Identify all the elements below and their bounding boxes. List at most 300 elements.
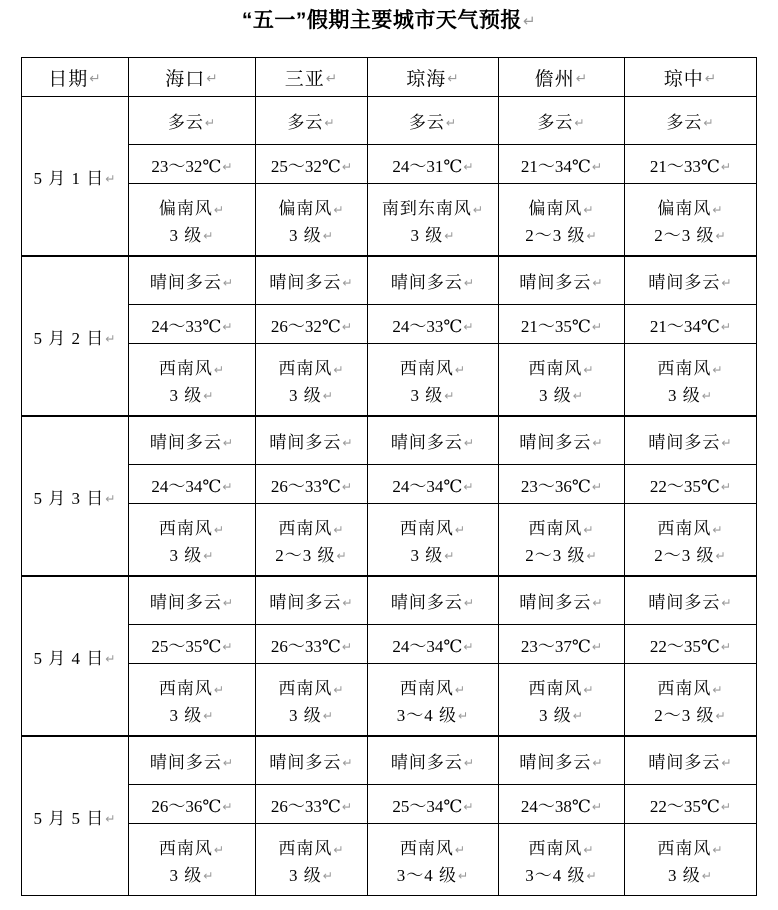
wind-force-line — [129, 863, 255, 889]
wind-force-text: 3～4 级 — [396, 865, 457, 885]
wind-direction-line — [368, 510, 498, 542]
temperature-cell — [256, 145, 368, 184]
column-header-haikou — [129, 58, 256, 97]
wind-force-text: 3 级 — [667, 865, 701, 885]
return-mark-icon: ↵ — [454, 682, 467, 697]
return-mark-icon: ↵ — [454, 362, 467, 377]
wind-direction-text: 西南风 — [158, 359, 213, 379]
wind-cell — [499, 184, 625, 257]
return-mark-icon: ↵ — [715, 708, 727, 723]
return-mark-icon: ↵ — [591, 319, 603, 334]
weather-text: 多云 — [408, 113, 445, 132]
weather-text: 晴间多云 — [648, 593, 721, 612]
temperature-cell — [129, 305, 256, 344]
return-mark-icon: ↵ — [712, 522, 724, 537]
table-row-temperature — [22, 305, 757, 344]
wind-force-line — [256, 223, 367, 249]
wind-direction-line — [625, 510, 756, 542]
return-mark-icon: ↵ — [463, 756, 476, 771]
wind-cell — [129, 504, 256, 577]
weather-text: 晴间多云 — [269, 273, 342, 292]
return-mark-icon: ↵ — [444, 228, 456, 243]
table-header-row — [22, 58, 757, 97]
return-mark-icon: ↵ — [342, 596, 354, 611]
wind-direction-line — [129, 190, 255, 222]
wind-direction-line — [499, 190, 624, 222]
column-header-qiongzhong — [625, 58, 757, 97]
date-cell — [22, 736, 129, 896]
temperature-cell — [129, 625, 256, 664]
date-cell — [22, 256, 129, 416]
wind-cell — [625, 664, 757, 737]
table-head — [22, 58, 757, 97]
weather-cell — [256, 736, 368, 785]
wind-cell — [256, 184, 368, 257]
wind-force-line — [368, 703, 498, 729]
weather-cell — [499, 576, 625, 625]
wind-direction-line — [368, 830, 498, 862]
weather-text: 晴间多云 — [648, 433, 721, 452]
return-mark-icon: ↵ — [341, 159, 353, 174]
weather-cell — [256, 97, 368, 145]
temperature-cell — [368, 465, 499, 504]
return-mark-icon: ↵ — [712, 842, 724, 857]
wind-cell — [625, 184, 757, 257]
temperature-cell — [499, 465, 625, 504]
wind-force-text: 3 级 — [169, 865, 203, 885]
wind-direction-text: 西南风 — [657, 839, 712, 859]
date-cell — [22, 416, 129, 576]
wind-direction-line — [499, 510, 624, 542]
wind-cell — [368, 344, 499, 417]
wind-force-line — [129, 543, 255, 569]
weather-cell — [625, 576, 757, 625]
weather-cell — [129, 576, 256, 625]
wind-direction-text: 偏南风 — [528, 199, 583, 219]
temperature-text: 26～33℃ — [270, 636, 341, 656]
date-label: 5 月 1 日 — [33, 168, 105, 188]
temperature-text: 25～34℃ — [392, 796, 463, 816]
weather-text: 晴间多云 — [390, 273, 463, 292]
return-mark-icon: ↵ — [322, 868, 334, 883]
wind-force-line — [129, 223, 255, 249]
return-mark-icon: ↵ — [341, 639, 353, 654]
wind-force-line — [625, 223, 756, 249]
return-mark-icon: ↵ — [322, 388, 334, 403]
return-mark-icon: ↵ — [105, 651, 117, 666]
return-mark-icon: ↵ — [445, 116, 458, 131]
weather-cell — [368, 256, 499, 305]
return-mark-icon: ↵ — [522, 12, 537, 30]
weather-cell — [129, 416, 256, 465]
return-mark-icon: ↵ — [712, 362, 724, 377]
temperature-cell — [129, 785, 256, 824]
table-row-wind — [22, 504, 757, 577]
wind-direction-line — [368, 350, 498, 382]
temperature-text: 25～35℃ — [151, 636, 222, 656]
return-mark-icon: ↵ — [701, 868, 713, 883]
wind-direction-line — [256, 190, 367, 222]
wind-force-text: 3 级 — [538, 385, 572, 405]
wind-force-line — [368, 383, 498, 409]
temperature-cell — [499, 625, 625, 664]
return-mark-icon: ↵ — [457, 868, 470, 883]
wind-force-text: 2～3 级 — [525, 225, 586, 245]
return-mark-icon: ↵ — [463, 276, 476, 291]
column-header-sanya — [256, 58, 368, 97]
wind-cell — [499, 664, 625, 737]
table-row-weather — [22, 97, 757, 145]
return-mark-icon: ↵ — [341, 479, 353, 494]
return-mark-icon: ↵ — [586, 548, 598, 563]
temperature-text: 22～35℃ — [649, 636, 720, 656]
weather-cell — [625, 736, 757, 785]
wind-force-line — [129, 703, 255, 729]
return-mark-icon: ↵ — [203, 548, 215, 563]
return-mark-icon: ↵ — [222, 799, 233, 814]
table-row-wind — [22, 184, 757, 257]
wind-force-line — [368, 863, 498, 889]
return-mark-icon: ↵ — [222, 159, 233, 174]
weather-text: 晴间多云 — [519, 433, 592, 452]
weather-text: 晴间多云 — [648, 753, 721, 772]
wind-force-line — [499, 863, 624, 889]
wind-direction-text: 西南风 — [158, 839, 213, 859]
temperature-text: 26～32℃ — [270, 316, 341, 336]
temperature-cell — [499, 145, 625, 184]
temperature-text: 24～34℃ — [151, 476, 222, 496]
temperature-text: 25～32℃ — [270, 156, 341, 176]
wind-force-text: 3 级 — [410, 225, 444, 245]
wind-direction-text: 西南风 — [278, 519, 333, 539]
temperature-text: 24～31℃ — [392, 156, 463, 176]
temperature-cell — [256, 465, 368, 504]
wind-force-text: 3 级 — [410, 545, 444, 565]
return-mark-icon: ↵ — [592, 596, 604, 611]
forecast-table-container — [21, 57, 756, 896]
wind-force-text: 3 级 — [288, 225, 322, 245]
wind-cell — [256, 344, 368, 417]
return-mark-icon: ↵ — [222, 639, 233, 654]
wind-force-text: 3 级 — [538, 705, 572, 725]
wind-force-text: 3 级 — [169, 705, 203, 725]
weather-cell — [499, 97, 625, 145]
temperature-text: 26～33℃ — [270, 796, 341, 816]
weather-cell — [129, 256, 256, 305]
weather-text: 晴间多云 — [519, 593, 592, 612]
weather-text: 晴间多云 — [648, 273, 721, 292]
return-mark-icon: ↵ — [454, 842, 467, 857]
table-row-weather — [22, 736, 757, 785]
temperature-cell — [368, 625, 499, 664]
return-mark-icon: ↵ — [721, 756, 733, 771]
return-mark-icon: ↵ — [222, 319, 233, 334]
column-header-danzhou-label: 儋州 — [534, 68, 575, 90]
return-mark-icon: ↵ — [712, 202, 724, 217]
temperature-cell — [256, 305, 368, 344]
wind-cell — [256, 824, 368, 896]
return-mark-icon: ↵ — [591, 479, 603, 494]
wind-force-text: 2～3 级 — [654, 545, 715, 565]
wind-direction-text: 西南风 — [278, 359, 333, 379]
return-mark-icon: ↵ — [454, 522, 467, 537]
temperature-text: 22～35℃ — [649, 476, 720, 496]
weather-text: 晴间多云 — [519, 273, 592, 292]
wind-direction-text: 西南风 — [528, 839, 583, 859]
column-header-date-label: 日期 — [48, 68, 89, 90]
wind-force-line — [499, 223, 624, 249]
return-mark-icon: ↵ — [572, 708, 584, 723]
wind-direction-text: 西南风 — [278, 679, 333, 699]
wind-direction-line — [129, 830, 255, 862]
wind-direction-text: 偏南风 — [278, 199, 333, 219]
weather-text: 多云 — [167, 113, 204, 132]
return-mark-icon: ↵ — [463, 479, 474, 494]
wind-direction-line — [129, 510, 255, 542]
temperature-text: 22～35℃ — [649, 796, 720, 816]
wind-direction-line — [129, 670, 255, 702]
temperature-cell — [368, 785, 499, 824]
table-row-wind — [22, 664, 757, 737]
temperature-text: 23～37℃ — [520, 636, 591, 656]
weather-cell — [368, 736, 499, 785]
wind-cell — [368, 184, 499, 257]
return-mark-icon: ↵ — [89, 71, 102, 88]
date-label: 5 月 2 日 — [33, 328, 105, 348]
wind-force-text: 2～3 级 — [275, 545, 336, 565]
return-mark-icon: ↵ — [105, 331, 117, 346]
wind-force-text: 3 级 — [169, 385, 203, 405]
return-mark-icon: ↵ — [583, 682, 595, 697]
date-label: 5 月 5 日 — [33, 808, 105, 828]
return-mark-icon: ↵ — [206, 71, 219, 88]
wind-direction-text: 西南风 — [399, 839, 454, 859]
return-mark-icon: ↵ — [583, 842, 595, 857]
wind-direction-text: 南到东南风 — [381, 199, 472, 219]
weather-cell — [256, 256, 368, 305]
wind-force-text: 3 级 — [288, 385, 322, 405]
wind-direction-line — [625, 830, 756, 862]
wind-force-text: 3 级 — [169, 225, 203, 245]
return-mark-icon: ↵ — [322, 228, 334, 243]
return-mark-icon: ↵ — [463, 319, 474, 334]
wind-direction-text: 偏南风 — [657, 199, 712, 219]
return-mark-icon: ↵ — [463, 799, 474, 814]
return-mark-icon: ↵ — [583, 202, 595, 217]
return-mark-icon: ↵ — [333, 202, 345, 217]
wind-force-text: 2～3 级 — [654, 705, 715, 725]
temperature-cell — [368, 305, 499, 344]
wind-direction-line — [625, 670, 756, 702]
return-mark-icon: ↵ — [341, 319, 353, 334]
wind-force-line — [625, 383, 756, 409]
wind-force-text: 3 级 — [410, 385, 444, 405]
return-mark-icon: ↵ — [592, 756, 604, 771]
return-mark-icon: ↵ — [583, 362, 595, 377]
temperature-cell — [625, 785, 757, 824]
wind-cell — [499, 344, 625, 417]
return-mark-icon: ↵ — [472, 202, 485, 217]
return-mark-icon: ↵ — [222, 479, 233, 494]
wind-force-line — [625, 863, 756, 889]
return-mark-icon: ↵ — [213, 522, 226, 537]
return-mark-icon: ↵ — [105, 171, 117, 186]
wind-cell — [129, 184, 256, 257]
column-header-haikou-label: 海口 — [165, 68, 206, 90]
wind-force-line — [499, 383, 624, 409]
return-mark-icon: ↵ — [342, 756, 354, 771]
return-mark-icon: ↵ — [586, 868, 598, 883]
temperature-cell — [625, 145, 757, 184]
table-row-wind — [22, 344, 757, 417]
weather-text: 多云 — [287, 113, 324, 132]
column-header-date — [22, 58, 129, 97]
return-mark-icon: ↵ — [591, 159, 603, 174]
wind-direction-line — [368, 190, 498, 222]
return-mark-icon: ↵ — [572, 388, 584, 403]
table-row-temperature — [22, 145, 757, 184]
return-mark-icon: ↵ — [342, 436, 354, 451]
wind-cell — [129, 824, 256, 896]
column-header-qionghai-label: 琼海 — [406, 68, 447, 90]
return-mark-icon: ↵ — [592, 276, 604, 291]
return-mark-icon: ↵ — [720, 479, 732, 494]
wind-direction-text: 西南风 — [657, 359, 712, 379]
temperature-cell — [129, 465, 256, 504]
return-mark-icon: ↵ — [586, 228, 598, 243]
return-mark-icon: ↵ — [721, 276, 733, 291]
wind-cell — [368, 504, 499, 577]
temperature-text: 21～35℃ — [520, 316, 591, 336]
return-mark-icon: ↵ — [575, 71, 589, 88]
return-mark-icon: ↵ — [222, 596, 235, 611]
wind-force-text: 3～4 级 — [396, 705, 457, 725]
weather-cell — [368, 416, 499, 465]
wind-force-line — [625, 543, 756, 569]
wind-direction-line — [499, 350, 624, 382]
weather-text: 多云 — [666, 113, 703, 132]
table-row-temperature — [22, 465, 757, 504]
weather-cell — [368, 97, 499, 145]
wind-force-line — [368, 223, 498, 249]
temperature-text: 21～34℃ — [520, 156, 591, 176]
wind-cell — [499, 504, 625, 577]
weather-text: 晴间多云 — [390, 753, 463, 772]
temperature-text: 23～36℃ — [520, 476, 591, 496]
wind-direction-line — [256, 670, 367, 702]
weather-cell — [499, 416, 625, 465]
wind-direction-line — [499, 830, 624, 862]
wind-direction-line — [129, 350, 255, 382]
weather-text: 晴间多云 — [269, 753, 342, 772]
date-cell — [22, 97, 129, 257]
return-mark-icon: ↵ — [591, 639, 603, 654]
wind-direction-line — [256, 830, 367, 862]
column-header-sanya-label: 三亚 — [284, 68, 325, 90]
return-mark-icon: ↵ — [203, 228, 215, 243]
return-mark-icon: ↵ — [583, 522, 595, 537]
return-mark-icon: ↵ — [203, 708, 215, 723]
weather-text: 晴间多云 — [269, 433, 342, 452]
weather-text: 晴间多云 — [269, 593, 342, 612]
return-mark-icon: ↵ — [222, 756, 235, 771]
return-mark-icon: ↵ — [324, 116, 336, 131]
table-row-temperature — [22, 785, 757, 824]
temperature-cell — [499, 785, 625, 824]
temperature-text: 24～34℃ — [392, 636, 463, 656]
return-mark-icon: ↵ — [703, 116, 715, 131]
column-header-qionghai — [368, 58, 499, 97]
date-label: 5 月 4 日 — [33, 648, 105, 668]
weather-text: 多云 — [537, 113, 574, 132]
return-mark-icon: ↵ — [720, 799, 732, 814]
return-mark-icon: ↵ — [333, 842, 345, 857]
weather-cell — [625, 97, 757, 145]
temperature-cell — [256, 785, 368, 824]
return-mark-icon: ↵ — [712, 682, 724, 697]
weather-text: 晴间多云 — [149, 433, 222, 452]
wind-direction-text: 西南风 — [399, 519, 454, 539]
wind-direction-text: 西南风 — [399, 359, 454, 379]
return-mark-icon: ↵ — [463, 596, 476, 611]
weather-cell — [129, 97, 256, 145]
return-mark-icon: ↵ — [721, 596, 733, 611]
table-row-weather — [22, 576, 757, 625]
return-mark-icon: ↵ — [204, 116, 217, 131]
temperature-cell — [625, 465, 757, 504]
return-mark-icon: ↵ — [721, 436, 733, 451]
return-mark-icon: ↵ — [341, 799, 353, 814]
weather-text: 晴间多云 — [390, 593, 463, 612]
temperature-text: 21～33℃ — [649, 156, 720, 176]
wind-force-line — [256, 863, 367, 889]
temperature-cell — [368, 145, 499, 184]
return-mark-icon: ↵ — [333, 362, 345, 377]
wind-direction-text: 西南风 — [158, 679, 213, 699]
wind-direction-text: 西南风 — [399, 679, 454, 699]
wind-cell — [256, 664, 368, 737]
temperature-text: 24～33℃ — [151, 316, 222, 336]
return-mark-icon: ↵ — [342, 276, 354, 291]
return-mark-icon: ↵ — [444, 388, 456, 403]
wind-force-line — [625, 703, 756, 729]
wind-force-text: 3 级 — [288, 705, 322, 725]
wind-cell — [368, 664, 499, 737]
temperature-cell — [625, 305, 757, 344]
wind-direction-text: 西南风 — [657, 679, 712, 699]
date-label: 5 月 3 日 — [33, 488, 105, 508]
return-mark-icon: ↵ — [457, 708, 470, 723]
temperature-cell — [256, 625, 368, 664]
wind-force-text: 3～4 级 — [525, 865, 586, 885]
return-mark-icon: ↵ — [336, 548, 348, 563]
column-header-qiongzhong-label: 琼中 — [663, 68, 704, 90]
return-mark-icon: ↵ — [704, 71, 718, 88]
return-mark-icon: ↵ — [222, 276, 235, 291]
weather-cell — [625, 416, 757, 465]
wind-force-line — [499, 543, 624, 569]
wind-force-text: 3 级 — [667, 385, 701, 405]
return-mark-icon: ↵ — [444, 548, 456, 563]
temperature-cell — [499, 305, 625, 344]
wind-direction-line — [499, 670, 624, 702]
weather-cell — [625, 256, 757, 305]
wind-force-text: 3 级 — [169, 545, 203, 565]
wind-direction-text: 西南风 — [528, 359, 583, 379]
temperature-cell — [625, 625, 757, 664]
column-header-danzhou — [499, 58, 625, 97]
table-row-weather — [22, 256, 757, 305]
